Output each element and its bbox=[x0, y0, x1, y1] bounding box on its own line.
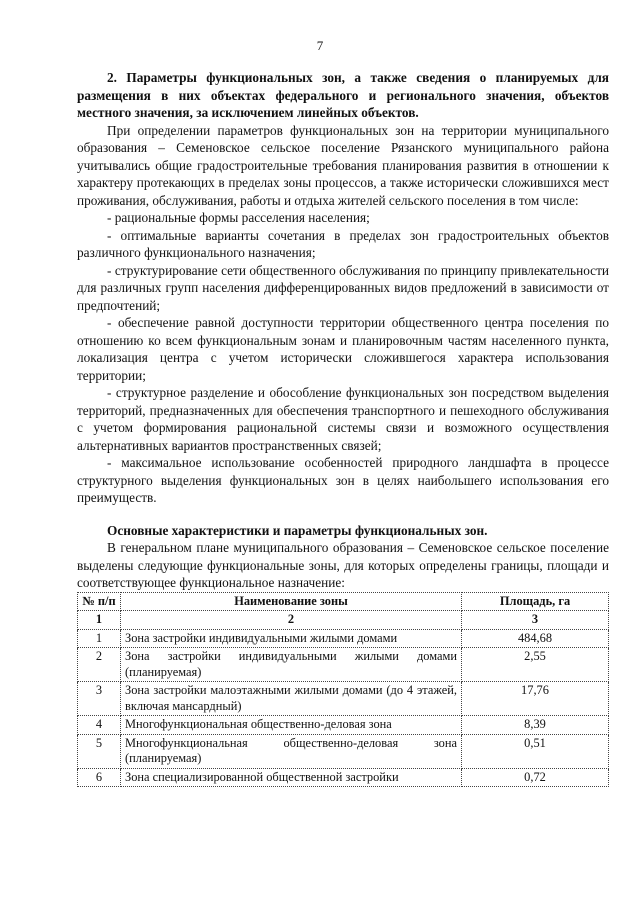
row-name: Зона застройки индивидуальными жилыми домами bbox=[121, 629, 462, 648]
header-name: Наименование зоны bbox=[121, 592, 462, 611]
table-row bbox=[78, 648, 609, 682]
row-area: 8,39 bbox=[462, 716, 609, 735]
row-area: 0,51 bbox=[462, 734, 609, 768]
table-row bbox=[78, 682, 609, 716]
table-header-row bbox=[78, 592, 609, 611]
table-row bbox=[78, 716, 609, 735]
row-num: 4 bbox=[78, 716, 121, 735]
row-area: 484,68 bbox=[462, 629, 609, 648]
row-name: Зона застройки малоэтажными жилыми домами (до 4 этажей, включая мансардный) bbox=[121, 682, 462, 716]
subheading: Основные характеристики и параметры функциональных зон. bbox=[107, 522, 488, 538]
page-content bbox=[77, 69, 609, 787]
index-num: 1 bbox=[78, 611, 121, 630]
paragraph-item: - рациональные формы расселения населения; bbox=[107, 210, 370, 225]
index-area: 3 bbox=[462, 611, 609, 630]
row-name: Многофункциональная общественно-деловая зона bbox=[121, 716, 462, 735]
row-name: Зона специализированной общественной застройки bbox=[121, 768, 462, 787]
row-area: 2,55 bbox=[462, 648, 609, 682]
table-intro: В генеральном плане муниципального образования – Семеновское сельское поселение выделены следующие функциональные зоны, для которых определены границы, площади и соответствующее функциональное назначение: bbox=[77, 540, 609, 590]
paragraph-item: - структурное разделение и обособление функциональных зон посредством выделения территорий, предназначенных для обеспечения транспортного и пешеходного обслуживания с учетом формирования рациональной системы связи и возможного осуществления альтернативных вариантов пространственных связей; bbox=[77, 385, 609, 453]
paragraph-item: - максимальное использование особенностей природного ландшафта в процессе структурного выделения функциональных зон в целях наибольшего использования его преимуществ. bbox=[77, 455, 609, 505]
table-index-row bbox=[78, 611, 609, 630]
zones-table bbox=[77, 592, 609, 788]
paragraph-item: - структурирование сети общественного обслуживания по принципу привлекательности для различных групп населения дифференцированных видов предложений в зависимости от предпочтений; bbox=[77, 262, 609, 313]
row-num: 6 bbox=[78, 768, 121, 787]
row-num: 1 bbox=[78, 629, 121, 648]
table-row bbox=[78, 629, 609, 648]
row-area: 17,76 bbox=[462, 682, 609, 716]
index-name: 2 bbox=[121, 611, 462, 630]
table-row bbox=[78, 768, 609, 787]
row-num: 5 bbox=[78, 734, 121, 768]
row-area: 0,72 bbox=[462, 768, 609, 787]
page-number: 7 bbox=[316, 38, 324, 53]
paragraph-intro: При определении параметров функциональных зон на территории муниципального образования – Семеновское сельское поселение Рязанского муниципального района учитывались общие градостроительные требования планирования развития в отношении к характеру протекающих в пределах зоны процессов, а также исторически сложившихся мест проживания, обслуживания, работы и отдыха жителей сельского поселения в том числе: bbox=[77, 122, 609, 208]
header-num: № п/п bbox=[78, 592, 121, 611]
row-num: 3 bbox=[78, 682, 121, 716]
section-title: 2. Параметры функциональных зон, а также сведения о планируемых для размещения в них объектах федерального и регионального значения, объектов местного значения, за исключением линейных объектов. bbox=[77, 70, 609, 120]
table-row bbox=[78, 734, 609, 768]
row-num: 2 bbox=[78, 648, 121, 682]
row-name: Зона застройки индивидуальными жилыми домами (планируемая) bbox=[121, 648, 462, 682]
paragraph-item: - оптимальные варианты сочетания в пределах зон градостроительных объектов различного функционального назначения; bbox=[77, 227, 609, 260]
paragraph-item: - обеспечение равной доступности территории общественного центра поселения по отношению ко всем функциональным зонам и планировочным частям населенного пункта, локализация центра с учетом исторически сложившегося характера использования территории; bbox=[77, 315, 609, 383]
header-area: Площадь, га bbox=[462, 592, 609, 611]
row-name: Многофункциональная общественно-деловая зона (планируемая) bbox=[121, 734, 462, 768]
